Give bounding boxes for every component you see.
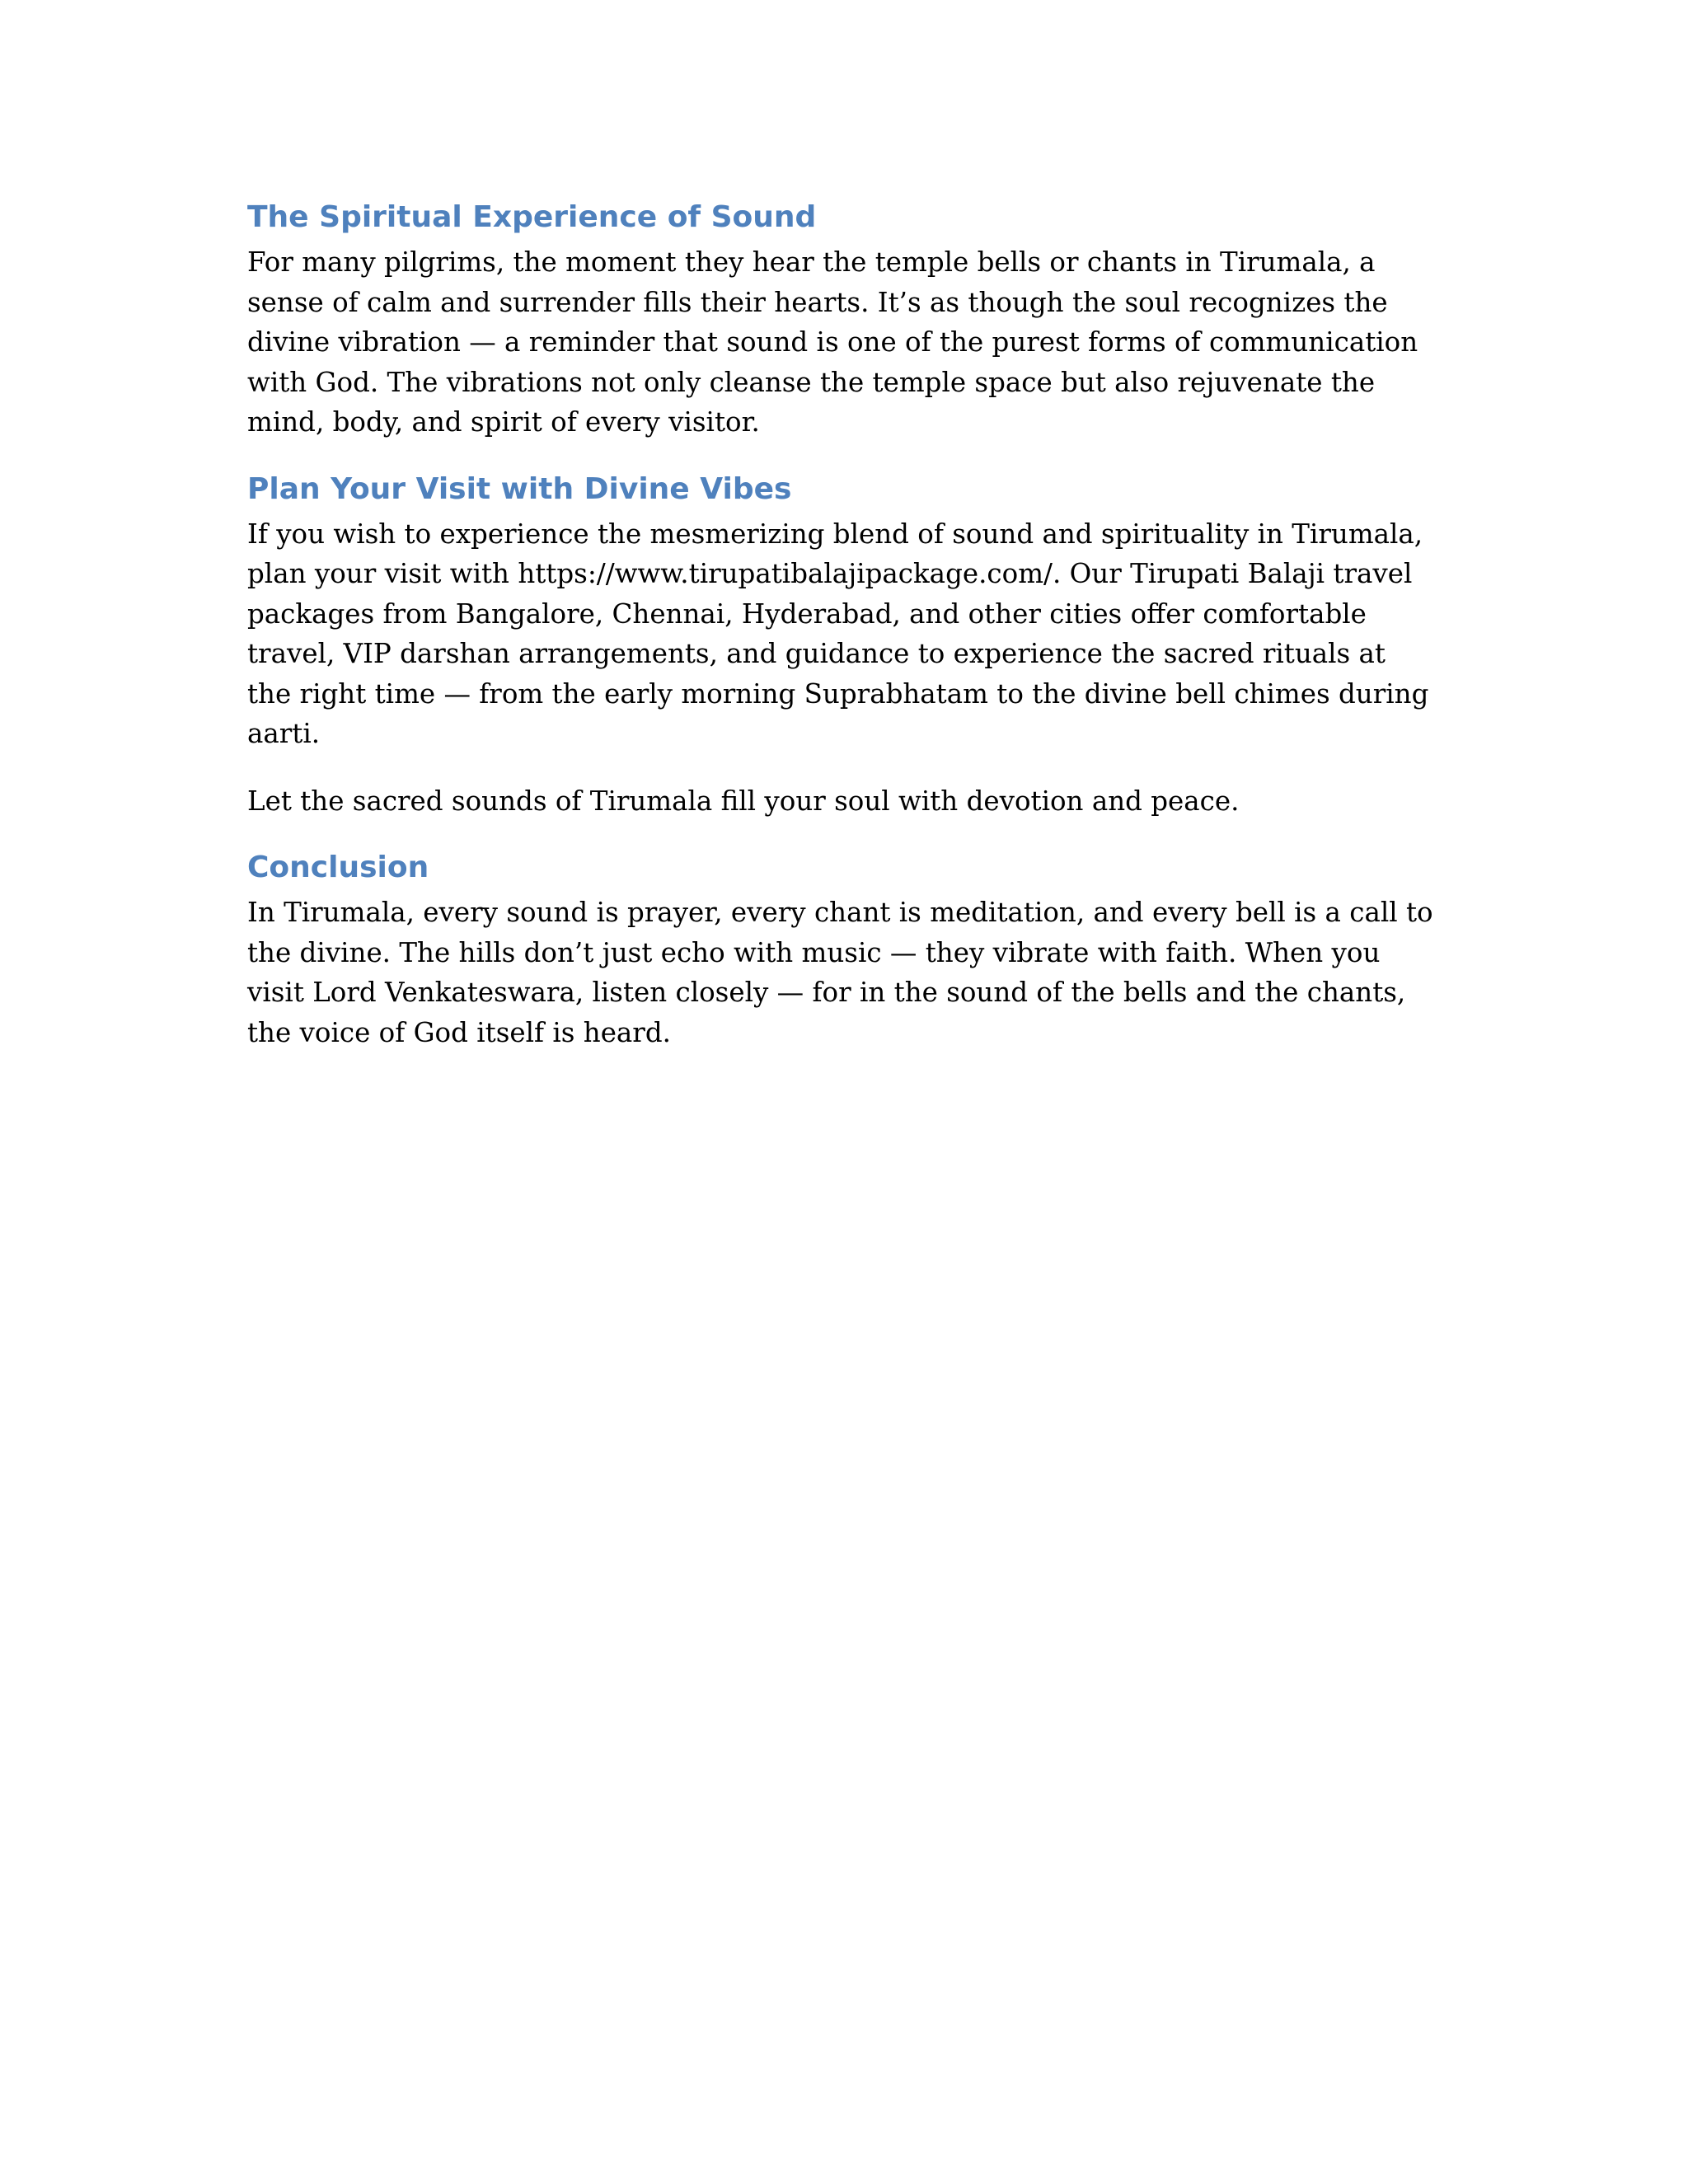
section-paragraph: In Tirumala, every sound is prayer, every chant is meditation, and every bell is a call to the divine. The hills don’t just echo with music — they vibrate with faith. When you visit Lord Venkateswara, listen closely — for in the sound of the bells and the chants, the voice of God itself is heard. bbox=[247, 897, 1433, 1048]
section-heading: Plan Your Visit with Divine Vibes bbox=[247, 471, 792, 506]
section-heading: The Spiritual Experience of Sound bbox=[247, 200, 817, 234]
document-page bbox=[247, 198, 1434, 1080]
section-conclusion bbox=[247, 848, 1434, 1052]
section-heading: Conclusion bbox=[247, 851, 429, 884]
section-paragraph: For many pilgrims, the moment they hear the temple bells or chants in Tirumala, a sense of calm and surrender fills their hearts. It’s as though the soul recognizes the divine vibration — a reminder that sound is one of the purest forms of communication with God. The vibrations not only cleanse the temple space but also rejuvenate the mind, body, and spirit of every visitor. bbox=[247, 246, 1418, 438]
section-paragraph: Let the sacred sounds of Tirumala fill your soul with devotion and peace. bbox=[247, 785, 1240, 817]
section-paragraph: If you wish to experience the mesmerizing blend of sound and spirituality in Tirumala, plan your visit with https://www.tirupatibalajipackage.com/. Our Tirupati Balaji travel packages from Bangalore, Chennai, Hyderabad, and other cities offer comfortable travel, VIP darshan arrangements, and guidance to experience the sacred rituals at the right time — from the early morning Suprabhatam to the divine bell chimes during aarti. bbox=[247, 518, 1429, 749]
section-plan-your-visit bbox=[247, 470, 1434, 822]
section-spiritual-experience bbox=[247, 198, 1434, 443]
